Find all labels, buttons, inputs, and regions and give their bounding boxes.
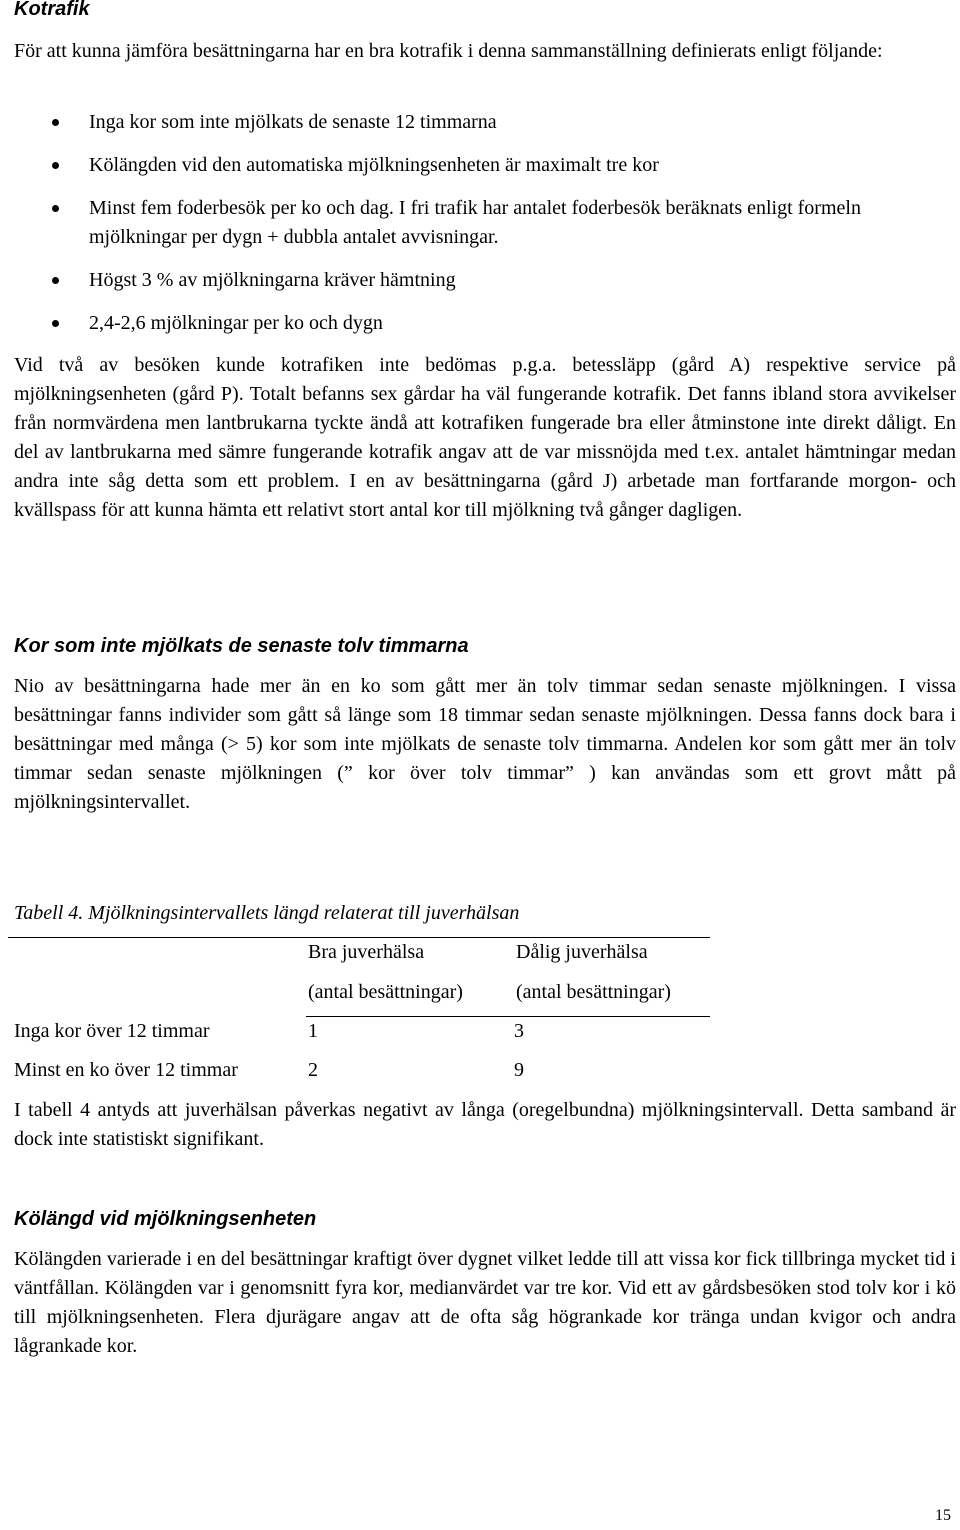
list-item-text: Inga kor som inte mjölkats de senaste 12 timmarna [89,111,497,133]
table-cell-dalig: 3 [514,1020,524,1042]
list-item [89,194,959,252]
table-row-label: Inga kor över 12 timmar [14,1020,210,1042]
kotrafik-body: Vid två av besöken kunde kotrafiken inte bedömas p.g.a. betessläpp (gård A) respektive service på mjölkningsenheten (gård P). Totalt befanns sex gårdar ha väl fungerande kotrafik. Det fanns ibland stora avvikelser från normvärdena men lantbrukarna tyckte ändå att kotrafiken fungerade bra eller åtminstone inte direkt dåligt. En del av lantbrukarna med sämre fungerande kotrafik angav att de var missnöjda med t.ex. antalet hämtningar medan andra inte såg detta som ett problem. I en av besättningarna (gård J) arbetade man fortfarande morgon- och kvällspass för att kunna hämta ett relativt stort antal kor till mjölkning två gånger dagligen. [14,354,956,521]
list-item [89,266,959,295]
bullet-icon [52,320,59,327]
table-col-header-bra-1: Bra juverhälsa [308,941,425,963]
list-item [89,151,959,180]
table-caption: Tabell 4. Mjölkningsintervallets längd relaterat till juverhälsan [14,902,520,924]
bullet-icon [52,119,59,126]
list-item-text: Minst fem foderbesök per ko och dag. I fri trafik har antalet foderbesök beräknats enligt formeln mjölkningar per dygn + dubbla antalet avvisningar. [89,197,861,248]
list-item-text: Kölängden vid den automatiska mjölkningsenheten är maximalt tre kor [89,154,659,176]
bullet-icon [52,205,59,212]
heading-kotrafik: Kotrafik [14,0,90,20]
list-item-text: 2,4-2,6 mjölkningar per ko och dygn [89,312,383,334]
table-col-header-bra-2: (antal besättningar) [308,981,463,1003]
table-4-note: I tabell 4 antyds att juverhälsan påverkas negativt av långa (oregelbundna) mjölkningsintervall. Detta samband är dock inte statistiskt signifikant. [14,1099,956,1150]
heading-kor-som-inte-mjolkats: Kor som inte mjölkats de senaste tolv timmarna [14,635,469,657]
table-col-header-dalig-1: Dålig juverhälsa [516,941,648,963]
bullet-icon [52,277,59,284]
table-row-label: Minst en ko över 12 timmar [14,1059,238,1081]
table-header-rule [306,1016,710,1017]
list-item [89,309,959,338]
bullet-icon [52,162,59,169]
kor-som-inte-body: Nio av besättningarna hade mer än en ko som gått mer än tolv timmar sedan senaste mjölkningen. I vissa besättningar fanns individer som gått så länge som 18 timmar sedan senaste mjölkningen. Dessa fanns dock bara i besättningar med många (> 5) kor som inte mjölkats de senaste tolv timmarna. Andelen kor som gått mer än tolv timmar sedan senaste mjölkningen (” kor över tolv timmar” ) kan användas som ett grovt mått på mjölkningsintervallet. [14,675,956,813]
table-cell-bra: 1 [308,1020,318,1042]
heading-kolangd: Kölängd vid mjölkningsenheten [14,1208,317,1230]
page-number: 15 [935,1507,951,1524]
table-cell-dalig: 9 [514,1059,524,1081]
kolangd-body: Kölängden varierade i en del besättningar kraftigt över dygnet vilket ledde till att vissa kor fick tillbringa mycket tid i väntfållan. Kölängden var i genomsnitt fyra kor, medianvärdet var tre kor. Vid ett av gårdsbesöken stod tolv kor i kö till mjölkningsenheten. Flera djurägare angav att de ofta såg högrankade kor tränga undan kvigor och andra lågrankade kor. [14,1248,956,1357]
kotrafik-intro: För att kunna jämföra besättningarna har en bra kotrafik i denna sammanställning definierats enligt följande: [14,40,883,62]
table-col-header-dalig-2: (antal besättningar) [516,981,671,1003]
table-cell-bra: 2 [308,1059,318,1081]
list-item [89,108,959,137]
list-item-text: Högst 3 % av mjölkningarna kräver hämtning [89,269,456,291]
